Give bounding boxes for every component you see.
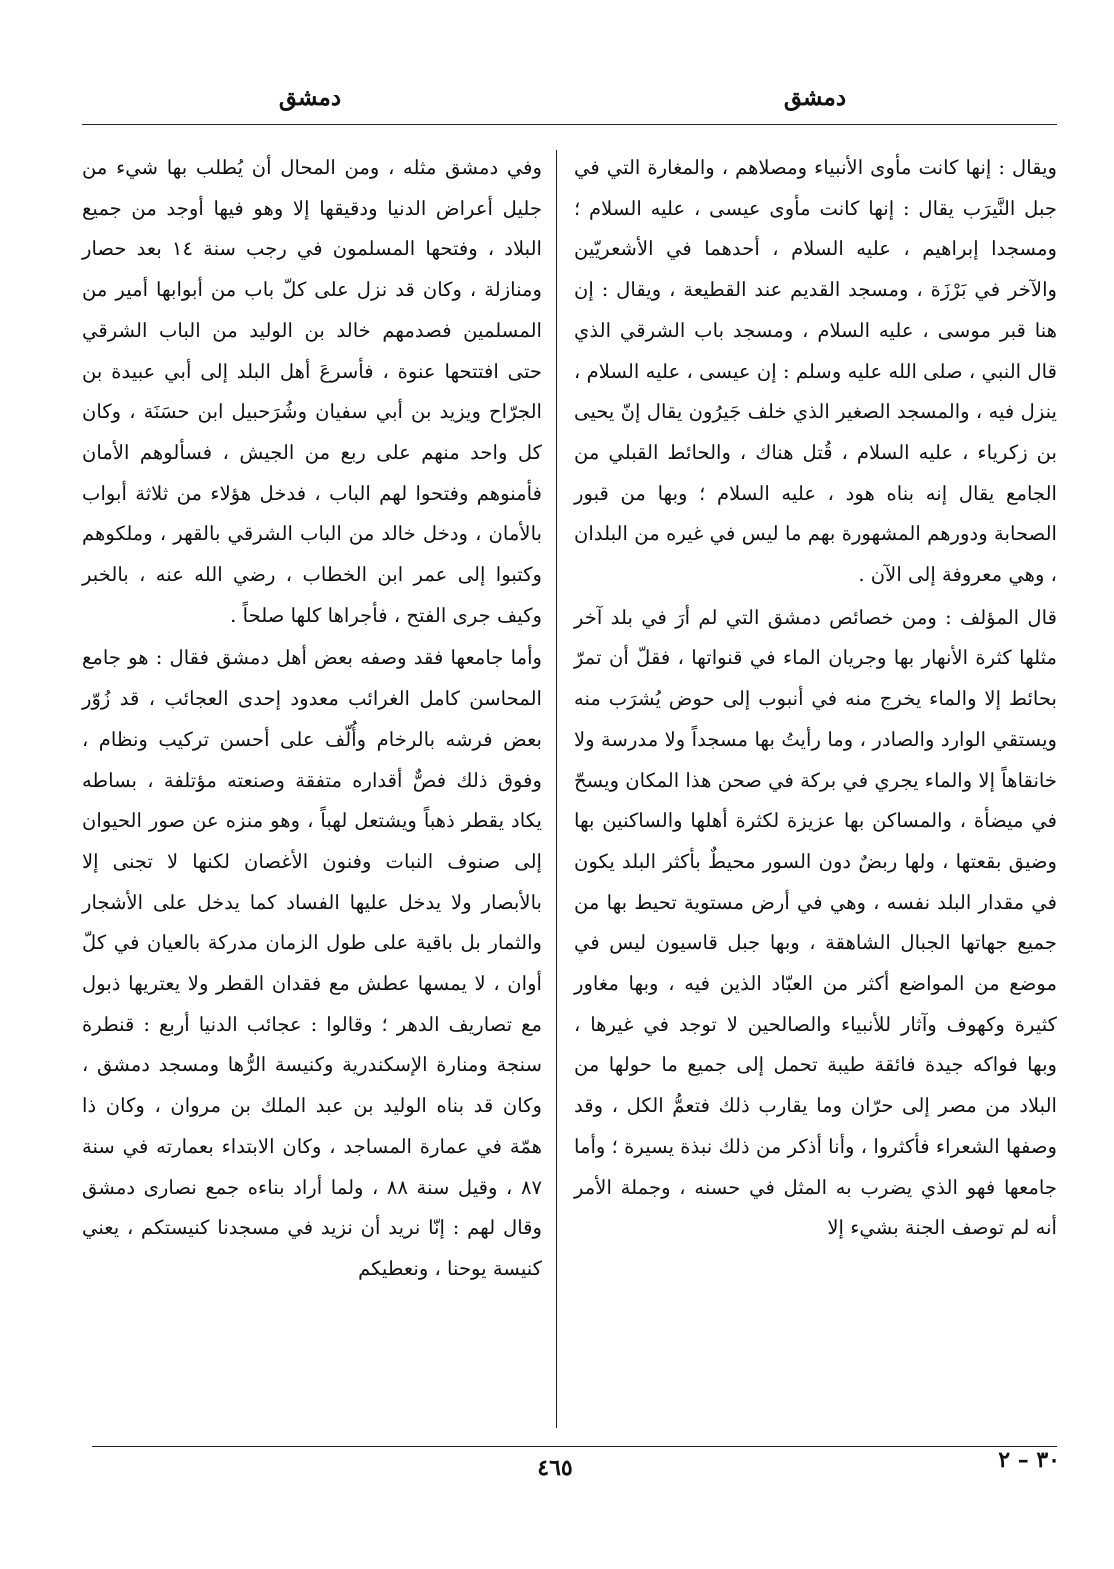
paragraph: وأما جامعها فقد وصفه بعض أهل دمشق فقال : هو جامع المحاسن كامل الغرائب معدود إحدى العجائب ، قد زُوّر بعض فرشه بالرخام وأُلّف على أحسن تركيب ونظام ، وفوق ذلك فصٌّ أقداره متفقة وصنعته مؤتلفة ، بساطه يكاد يقطر ذهباً ويشتعل لهباً ، وهو منزه عن صور الحيوان إلى صنوف النبات وفنون الأغصان لكنها لا تجنى إلا بالأبصار ولا يدخل عليها الفساد كما يدخل على الأشجار والثمار بل باقية على طول الزمان مدركة بالعيان في كلّ أوان ، لا يمسها عطش مع فقدان القطر ولا يعتريها ذبول مع تصاريف الدهر ؛ وقالوا : عجائب الدنيا أربع : قنطرة سنجة ومنارة الإسكندرية وكنيسة الرُّها ومسجد دمشق ، وكان قد بناه الوليد بن عبد الملك بن مروان ، وكان ذا همّة في عمارة المساجد ، وكان الابتداء بعمارته في سنة ٨٧ ، وقيل سنة ٨٨ ، ولما أراد بناءه جمع نصارى دمشق وقال لهم : إنّا نريد أن نزيد في مسجدنا كنيستكم ، يعني كنيسة يوحنا ، ونعطيكم: [82, 646, 542, 1280]
text-column-right: [574, 148, 1057, 1249]
paragraph: قال المؤلف : ومن خصائص دمشق التي لم أرَ في بلد آخر مثلها كثرة الأنهار بها وجريان الماء في قنواتها ، فقلّ أن تمرّ بحائط إلا والماء يخرج منه في أنبوب إلى حوض يُشرَب منه ويستقي الوارد والصادر ، وما رأيتُ بها مسجداً ولا مدرسة ولا خانقاهاً إلا والماء يجري في بركة في صحن هذا المكان ويسحّ في ميضأة ، والمساكن بها عزيزة لكثرة أهلها والساكنين بها وضيق بقعتها ، ولها ربضٌ دون السور محيطٌ بأكثر البلد يكون في مقدار البلد نفسه ، وهي في أرض مستوية تحيط بها من جميع جهاتها الجبال الشاهقة ، وبها جبل قاسيون ليس في موضع من المواضع أكثر من العبّاد الذين فيه ، وبها مغاور كثيرة وكهوف وآثار للأنبياء والصالحين لا توجد في غيرها ، وبها فواكه جيدة فائقة طيبة تحمل إلى جميع ما حولها من البلاد من مصر إلى حرّان وما يقارب ذلك فتعمُّ الكل ، وقد وصفها الشعراء فأكثروا ، وأنا أذكر من ذلك نبذة يسيرة ؛ وأما جامعها فهو الذي يضرب به المثل في حسنه ، وجملة الأمر أنه لم توصف الجنة بشيء إلا: [574, 605, 1057, 1240]
header-rule: [82, 124, 1057, 125]
page-number: ٤٦٥: [537, 1455, 573, 1481]
running-header-left: دمشق: [278, 84, 342, 111]
text-column-left: [82, 148, 542, 1290]
footer-rule: [92, 1446, 1057, 1447]
signature-mark: ٣٠ – ٢: [998, 1447, 1060, 1473]
running-header-right: دمشق: [783, 84, 847, 111]
column-divider: [556, 150, 557, 1428]
paragraph: ويقال : إنها كانت مأوى الأنبياء ومصلاهم ، والمغارة التي في جبل النَّيرَب يقال : إنها كانت مأوى عيسى ، عليه السلام ؛ ومسجدا إبراهيم ، عليه السلام ، أحدهما في الأشعريّين والآخر في بَرْزَة ، ومسجد القديم عند القطيعة ، ويقال : إن هنا قبر موسى ، عليه السلام ، ومسجد باب الشرقي الذي قال النبي ، صلى الله عليه وسلم : إن عيسى ، عليه السلام ، ينزل فيه ، والمسجد الصغير الذي خلف جَيرُون يقال إنّ يحيى بن زكرياء ، عليه السلام ، قُتل هناك ، والحائط القبلي من الجامع يقال إنه بناه هود ، عليه السلام ؛ وبها من قبور الصحابة ودورهم المشهورة بهم ما ليس في غيره من البلدان ، وهي معروفة إلى الآن .: [574, 156, 1057, 587]
paragraph: وفي دمشق مثله ، ومن المحال أن يُطلب بها شيء من جليل أعراض الدنيا ودقيقها إلا وهو فيها أوجد من جميع البلاد ، وفتحها المسلمون في رجب سنة ١٤ بعد حصار ومنازلة ، وكان قد نزل على كلّ باب من أبوابها أمير من المسلمين فصدمهم خالد بن الوليد من الباب الشرقي حتى افتتحها عنوة ، فأسرعَ أهل البلد إلى أبي عبيدة بن الجرّاح ويزيد بن أبي سفيان وشُرَحبيل ابن حسَنَة ، وكان كل واحد منهم على ربع من الجيش ، فسألوهم الأمان فأمنوهم وفتحوا لهم الباب ، فدخل هؤلاء من ثلاثة أبواب بالأمان ، ودخل خالد من الباب الشرقي بالقهر ، وملكوهم وكتبوا إلى عمر ابن الخطاب ، رضي الله عنه ، بالخبر وكيف جرى الفتح ، فأجراها كلها صلحاً .: [82, 156, 542, 627]
